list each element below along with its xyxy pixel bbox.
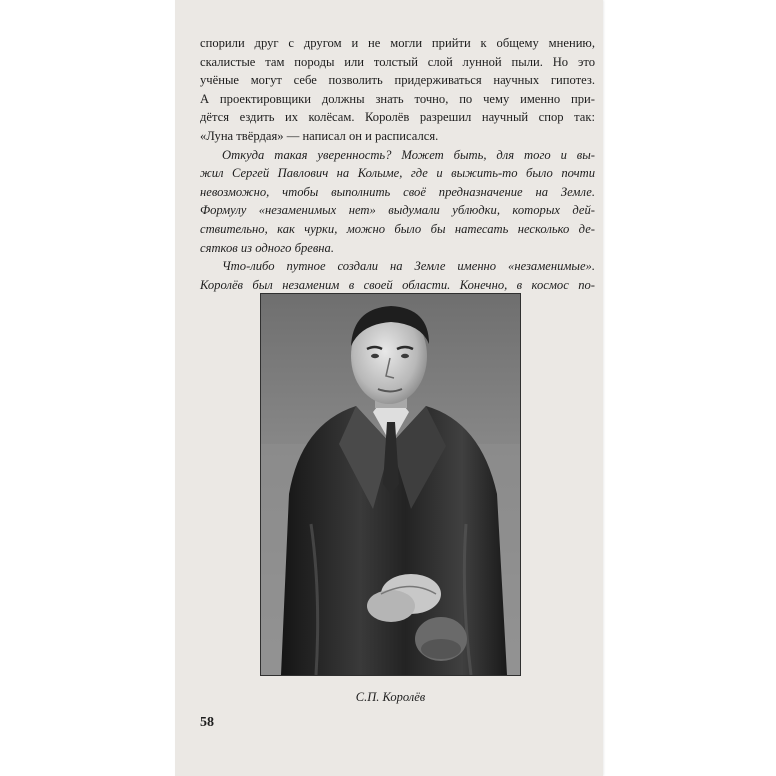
- text-line: А проектировщики должны знать точно, по чему именно при-: [200, 91, 595, 106]
- text-line: учёные могут себе позволить придерживаться научных гипотез.: [200, 73, 595, 88]
- text-line: Формулу «незаменимых нет» выдумали ублюдки, которых дей-: [200, 203, 595, 218]
- text-line: Что-либо путное создали на Земле именно «незаменимые».: [222, 259, 595, 274]
- paragraph-3: [200, 257, 595, 294]
- paragraph-1: [200, 34, 595, 146]
- text-line: «Луна твёрдая» — написал он и расписался.: [200, 128, 439, 143]
- text-line: дётся ездить их колёсам. Королёв разрешил научный спор так:: [200, 110, 595, 125]
- body-text: [200, 34, 595, 294]
- photo-caption: С.П. Королёв: [355, 690, 426, 704]
- book-page: [175, 0, 603, 776]
- paragraph-2: [200, 146, 595, 258]
- portrait-photo: [260, 293, 521, 676]
- text-line: спорили друг с другом и не могли прийти к общему мнению,: [200, 36, 595, 50]
- text-line: скалистые там породы или толстый слой лунной пыли. Но это: [200, 54, 595, 69]
- text-line: невозможно, чтобы выполнить своё предназначение на Земле.: [200, 184, 595, 199]
- page-number: 58: [200, 715, 214, 730]
- text-line: Королёв был незаменим в своей области. Конечно, в космос по-: [200, 277, 595, 292]
- text-line: ствительно, как чурки, можно было бы натесать несколько де-: [200, 221, 595, 236]
- text-line: жил Сергей Павлович на Колыме, где и выжить-то было почти: [200, 166, 595, 181]
- text-line: Откуда такая уверенность? Может быть, для того и вы-: [222, 147, 595, 162]
- portrait-illustration: [261, 294, 520, 675]
- text-line: сятков из одного бревна.: [200, 240, 335, 255]
